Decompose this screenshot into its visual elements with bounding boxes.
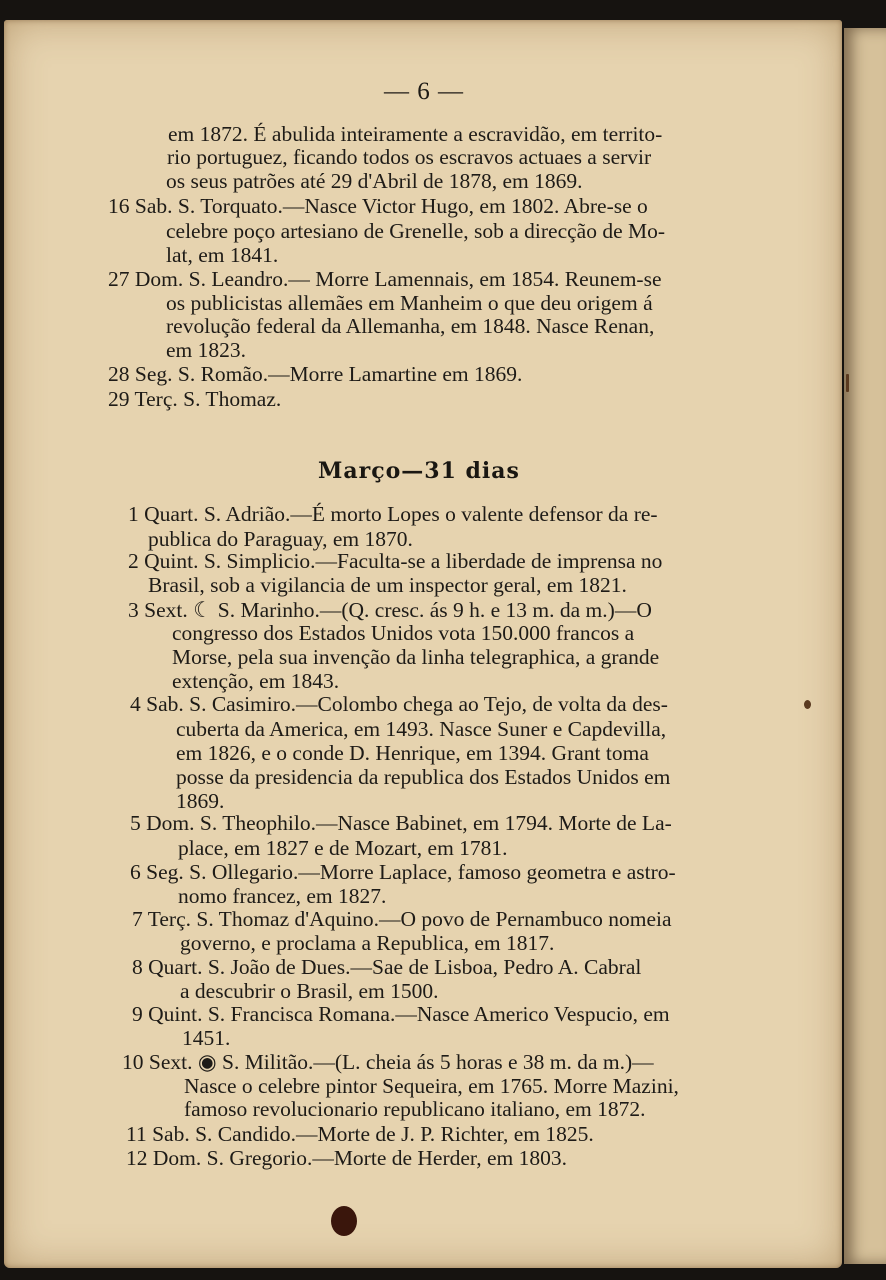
text-line: 28 Seg. S. Romão.—Morre Lamartine em 1869. [108, 362, 523, 386]
text-line: place, em 1827 e de Mozart, em 1781. [178, 836, 508, 860]
text-line: 10 Sext. ◉ S. Militão.—(L. cheia ás 5 horas e 38 m. da m.)— [122, 1050, 654, 1074]
text-line: governo, e proclama a Republica, em 1817. [180, 931, 555, 955]
text-line: 1869. [176, 789, 225, 813]
text-line: Brasil, sob a vigilancia de um inspector geral, em 1821. [148, 573, 627, 597]
text-line: extenção, em 1843. [172, 669, 340, 693]
text-line: posse da presidencia da republica dos Estados Unidos em [176, 765, 671, 789]
text-line: 2 Quint. S. Simplicio.—Faculta-se a liberdade de imprensa no [128, 549, 663, 573]
text-line: 27 Dom. S. Leandro.— Morre Lamennais, em 1854. Reunem-se [108, 267, 662, 291]
text-line: em 1872. É abulida inteiramente a escravidão, em territo- [168, 122, 663, 146]
text-line: revolução federal da Allemanha, em 1848. Nasce Renan, [166, 314, 655, 338]
text-line: em 1823. [166, 338, 247, 362]
paper-speck [804, 700, 811, 709]
text-line: celebre poço artesiano de Grenelle, sob a direcção de Mo- [166, 219, 666, 243]
text-line: nomo francez, em 1827. [178, 884, 387, 908]
text-line: os publicistas allemães em Manheim o que deu origem á [166, 291, 653, 315]
text-line: cuberta da America, em 1493. Nasce Suner e Capdevilla, [176, 717, 667, 741]
text-line: rio portuguez, ficando todos os escravos actuaes a servir [167, 145, 652, 169]
text-line: 9 Quint. S. Francisca Romana.—Nasce Americo Vespucio, em [132, 1002, 670, 1026]
section-heading: Março—31 dias [318, 458, 520, 484]
text-line: lat, em 1841. [166, 243, 279, 267]
ink-blot [331, 1206, 357, 1236]
text-line: a descubrir o Brasil, em 1500. [180, 979, 439, 1003]
text-line: 16 Sab. S. Torquato.—Nasce Victor Hugo, em 1802. Abre-se o [108, 194, 648, 218]
text-line: 4 Sab. S. Casimiro.—Colombo chega ao Tejo, de volta da des- [130, 692, 668, 716]
text-line: 8 Quart. S. João de Dues.—Sae de Lisboa, Pedro A. Cabral [132, 955, 642, 979]
text-line: congresso dos Estados Unidos vota 150.000 francos a [172, 621, 635, 645]
adjacent-page-edge [844, 28, 886, 1264]
text-line: 11 Sab. S. Candido.—Morte de J. P. Richter, em 1825. [126, 1122, 594, 1146]
page-number: — 6 — [384, 78, 464, 105]
text-line: 6 Seg. S. Ollegario.—Morre Laplace, famoso geometra e astro- [130, 860, 676, 884]
text-line: Nasce o celebre pintor Sequeira, em 1765. Morre Mazini, [184, 1074, 679, 1098]
text-line: 1 Quart. S. Adrião.—É morto Lopes o valente defensor da re- [128, 502, 658, 526]
paper-speck [846, 374, 849, 392]
text-line: publica do Paraguay, em 1870. [148, 527, 413, 551]
text-line: em 1826, e o conde D. Henrique, em 1394. Grant toma [176, 741, 649, 765]
text-line: 29 Terç. S. Thomaz. [108, 387, 282, 411]
text-line: 3 Sext. ☾ S. Marinho.—(Q. cresc. ás 9 h. e 13 m. da m.)—O [128, 598, 652, 622]
text-line: 7 Terç. S. Thomaz d'Aquino.—O povo de Pernambuco nomeia [132, 907, 672, 931]
text-line: Morse, pela sua invenção da linha telegraphica, a grande [172, 645, 660, 669]
text-line: 1451. [182, 1026, 231, 1050]
text-line: 5 Dom. S. Theophilo.—Nasce Babinet, em 1794. Morte de La- [130, 811, 672, 835]
text-line: os seus patrões até 29 d'Abril de 1878, em 1869. [166, 169, 583, 193]
text-line: famoso revolucionario republicano italiano, em 1872. [184, 1097, 646, 1121]
text-line: 12 Dom. S. Gregorio.—Morte de Herder, em 1803. [126, 1146, 567, 1170]
